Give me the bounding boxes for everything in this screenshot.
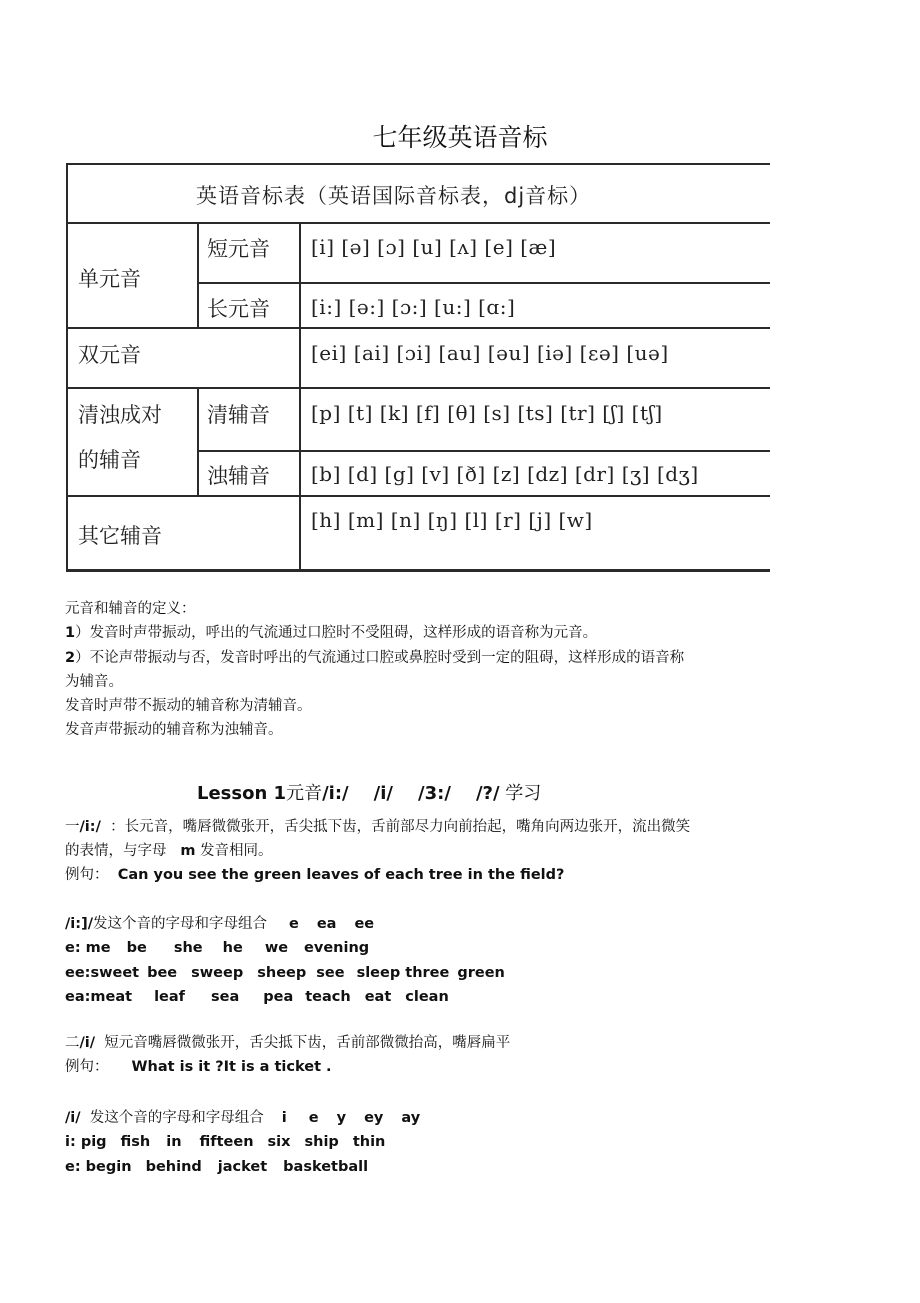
section-2-word-row-2: e: begin behind jacket basketball (65, 1159, 369, 1175)
long-vowel-symbols: [i:] [ə:] [ɔ:] [u:] [ɑ:] (311, 295, 516, 319)
definition-2-continued: 为辅音。 (65, 674, 123, 690)
section-2-letters: /i/ 发这个音的字母和字母组合 i e y ey ay (65, 1110, 421, 1126)
paired-consonant-label-2: 的辅音 (78, 448, 141, 472)
section-1-word-row-3: ea:meat leaf sea pea teach eat clean (65, 989, 449, 1005)
monophthong-label: 单元音 (78, 267, 141, 291)
table-header: 英语音标表（英语国际音标表，dj音标） (196, 184, 592, 208)
long-vowel-label: 长元音 (207, 297, 270, 321)
section-1-letters: /i:]/发这个音的字母和字母组合 e ea ee (65, 916, 375, 932)
voiceless-symbols: [p] [t] [k] [f] [θ] [s] [ts] [tr] [ʃ] [tʃ] (311, 401, 663, 425)
page-title: 七年级英语音标 (372, 123, 548, 152)
voiceless-label: 清辅音 (207, 403, 270, 427)
section-2-description: 二/i/ 短元音嘴唇微微张开，舌尖抵下齿，舌前部微微抬高，嘴唇扁平 (65, 1035, 511, 1051)
section-1-description-cont: 的表情，与字母 m 发音相同。 (65, 843, 273, 859)
diphthong-label: 双元音 (78, 343, 141, 367)
definitions-heading: 元音和辅音的定义： (65, 601, 196, 617)
section-2-word-row-1: i: pig fish in fifteen six ship thin (65, 1134, 386, 1150)
other-consonant-symbols: [h] [m] [n] [ŋ] [l] [r] [j] [w] (311, 508, 593, 532)
short-vowel-symbols: [i] [ə] [ɔ] [u] [ʌ] [e] [æ] (311, 235, 557, 259)
voiceless-definition: 发音时声带不振动的辅音称为清辅音。 (65, 698, 312, 714)
section-1-description: 一/i:/ ：长元音，嘴唇微微张开，舌尖抵下齿，舌前部尽力向前抬起，嘴角向两边张开，流出微笑 (65, 819, 691, 835)
phonetic-table (66, 163, 770, 572)
voiced-definition: 发音声带振动的辅音称为浊辅音。 (65, 722, 283, 738)
paired-consonant-label-1: 清浊成对 (78, 403, 162, 427)
section-1-example: 例句： Can you see the green leaves of each tree in the field? (65, 867, 565, 883)
voiced-symbols: [b] [d] [g] [v] [ð] [z] [dz] [dr] [ʒ] [dʒ] (311, 462, 699, 486)
short-vowel-label: 短元音 (207, 237, 270, 261)
other-consonant-label: 其它辅音 (78, 524, 162, 548)
section-1-word-row-1: e: me be she he we evening (65, 940, 370, 956)
definition-2: 2）不论声带振动与否，发音时呼出的气流通过口腔或鼻腔时受到一定的阻碍，这样形成的语音称 (65, 650, 685, 666)
section-1-word-row-2: ee:sweet bee sweep sheep see sleep three green (65, 965, 505, 981)
definition-1: 1）发音时声带振动，呼出的气流通过口腔时不受阻碍，这样形成的语音称为元音。 (65, 625, 598, 641)
voiced-label: 浊辅音 (207, 464, 270, 488)
section-2-example: 例句： What is it ?It is a ticket . (65, 1059, 332, 1075)
diphthong-symbols: [ei] [ai] [ɔi] [au] [əu] [iə] [εə] [uə] (311, 341, 669, 365)
lesson-heading: Lesson 1元音/i:/ /i/ /3:/ /?/ 学习 (197, 783, 542, 804)
